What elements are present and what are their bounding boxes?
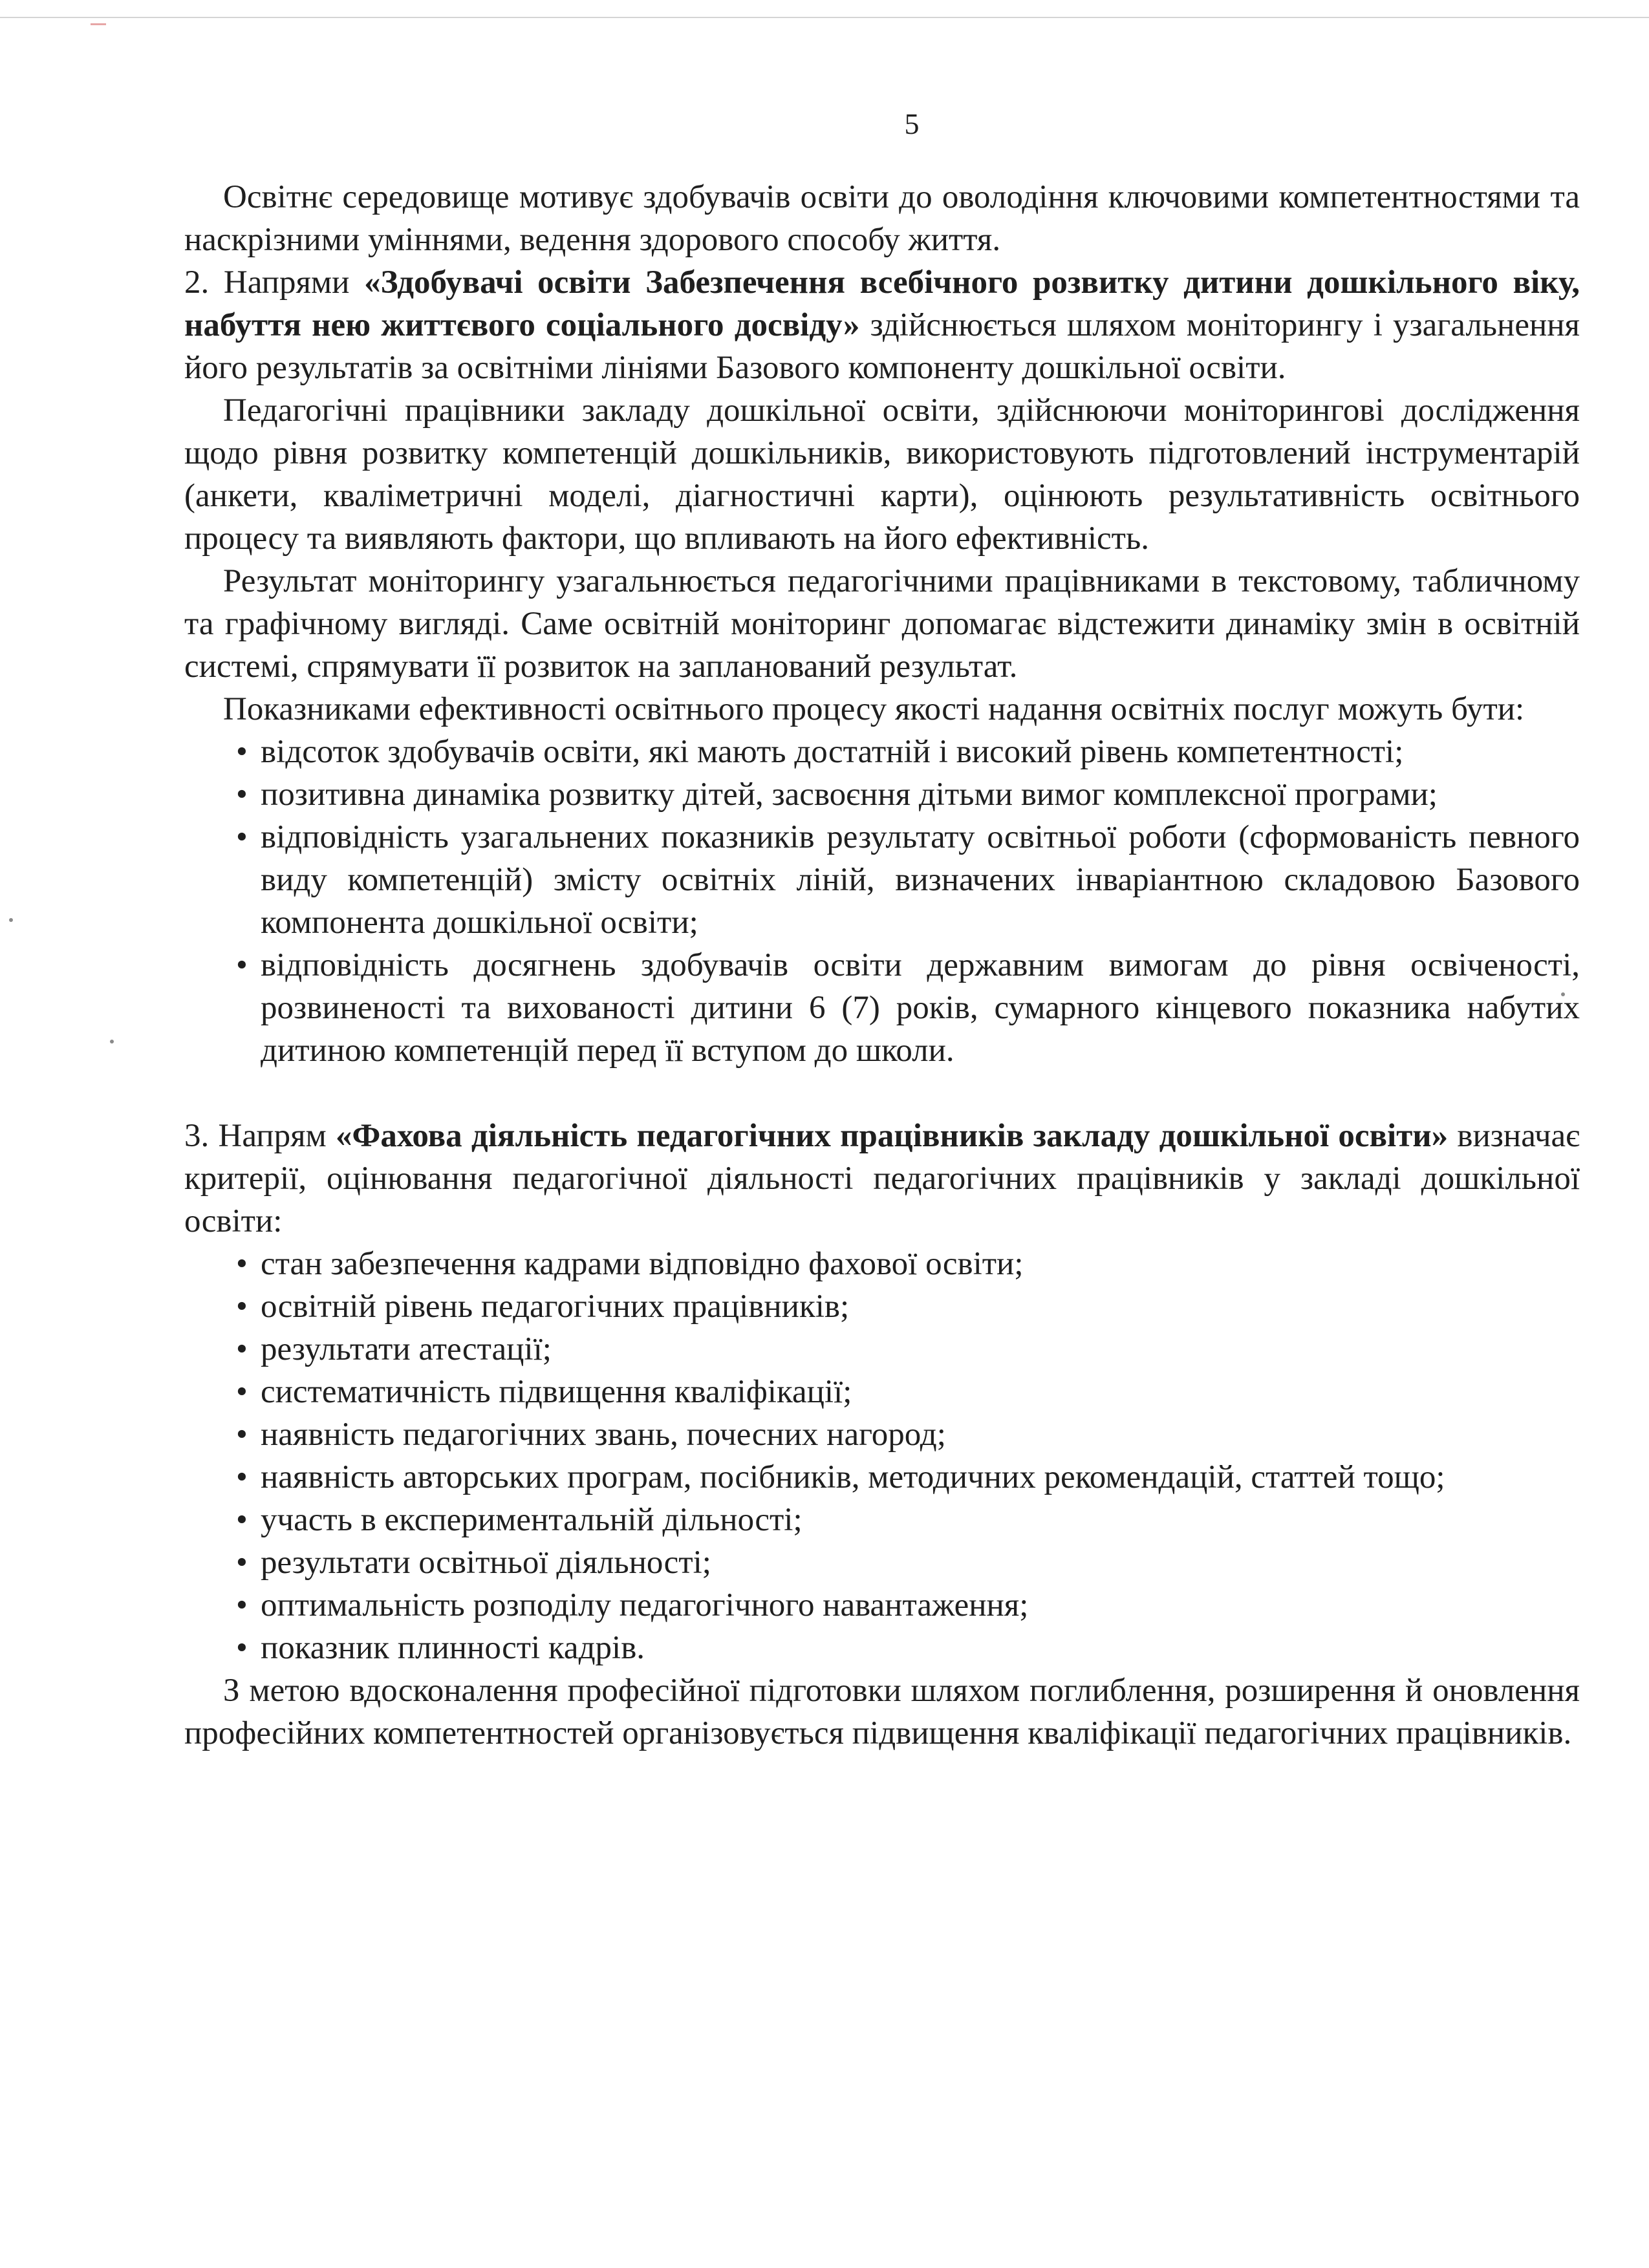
- section-3-title: «Фахова діяльність педагогічних працівників закладу дошкільної освіти»: [336, 1118, 1449, 1154]
- bullet-item: • показник плинності кадрів.: [184, 1627, 1580, 1669]
- section-3-bullet-list: [184, 1243, 1580, 1669]
- bullet-item: • відповідність узагальнених показників результату освітньої роботи (сформованість певного виду компетенцій) змісту освітніх ліній, визначених інваріантною складовою Базового компонента дошкільної освіти;: [184, 816, 1580, 944]
- section-2-suffix: здійснюється шляхом моніторингу і узагальнення його результатів за освітніми лініями Базового компоненту дошкільної освіти.: [184, 307, 1580, 386]
- section-3-prefix: 3. Напрям: [184, 1118, 336, 1154]
- bullet-item: • результати атестації;: [184, 1328, 1580, 1371]
- section-3-heading-paragraph: [184, 1115, 1580, 1243]
- scan-dot: [9, 918, 13, 922]
- scan-dot: [110, 1040, 114, 1043]
- bullet-item: • стан забезпечення кадрами відповідно фахової освіти;: [184, 1243, 1580, 1285]
- bullet-item: • наявність педагогічних звань, почесних нагород;: [184, 1413, 1580, 1456]
- bullet-item: • освітній рівень педагогічних працівників;: [184, 1285, 1580, 1328]
- scan-edge-line: [0, 17, 1649, 18]
- document-body: [184, 176, 1580, 1755]
- bullet-item: • результати освітньої діяльності;: [184, 1541, 1580, 1584]
- bullet-item: • оптимальність розподілу педагогічного навантаження;: [184, 1584, 1580, 1627]
- section-2-prefix: 2. Напрями: [184, 264, 365, 301]
- bullet-item: • наявність авторських програм, посібників, методичних рекомендацій, статтей тощо;: [184, 1456, 1580, 1499]
- bullet-item: • відповідність досягнень здобувачів освіти державним вимогам до рівня освіченості, розвиненості та вихованості дитини 6 (7) років, сумарного кінцевого показника набутих дитиною компетенцій перед її вступом до школи.: [184, 944, 1580, 1072]
- section-3-closing-paragraph: З метою вдосконалення професійної підготовки шляхом поглиблення, розширення й оновлення професійних компетентностей організовується підвищення кваліфікації педагогічних працівників.: [184, 1673, 1580, 1751]
- intro-paragraph: Освітнє середовище мотивує здобувачів освіти до оволодіння ключовими компетентностями та наскрізними уміннями, ведення здорового способу життя.: [184, 179, 1580, 258]
- section-2-heading-paragraph: [184, 261, 1580, 389]
- section-3-suffix: визначає критерії, оцінювання педагогічної діяльності педагогічних працівників у закладі дошкільної освіти:: [184, 1118, 1580, 1239]
- section-2-paragraph-2: Результат моніторингу узагальнюється педагогічними працівниками в текстовому, табличному та графічному вигляді. Саме освітній моніторинг допомагає відстежити динаміку змін в освітній системі, спрямувати її розвиток на запланований результат.: [184, 563, 1580, 685]
- bullet-item: • участь в експериментальній дільності;: [184, 1499, 1580, 1541]
- section-2-title: «Здобувачі освіти Забезпечення всебічного розвитку дитини дошкільного віку, набуття нею життєвого соціального досвіду»: [184, 264, 1580, 343]
- page-number: 5: [904, 107, 920, 140]
- section-2-bullet-list: [184, 731, 1580, 1072]
- bullet-item: • відсоток здобувачів освіти, які мають достатній і високий рівень компетентності;: [184, 731, 1580, 773]
- section-2-paragraph-1: Педагогічні працівники закладу дошкільної освіти, здійснюючи моніторингові дослідження щодо рівня розвитку компетенцій дошкільників, використовують підготовлений інструментарій (анкети, кваліметричні моделі, діагностичні карти), оцінюють результативність освітнього процесу та виявляють фактори, що впливають на його ефективність.: [184, 392, 1580, 557]
- section-2-paragraph-3: Показниками ефективності освітнього процесу якості надання освітніх послуг можуть бути:: [223, 691, 1525, 727]
- bullet-item: • позитивна динаміка розвитку дітей, засвоєння дітьми вимог комплексної програми;: [184, 773, 1580, 816]
- bullet-item: • систематичність підвищення кваліфікації;: [184, 1371, 1580, 1413]
- scan-mark: [91, 23, 106, 25]
